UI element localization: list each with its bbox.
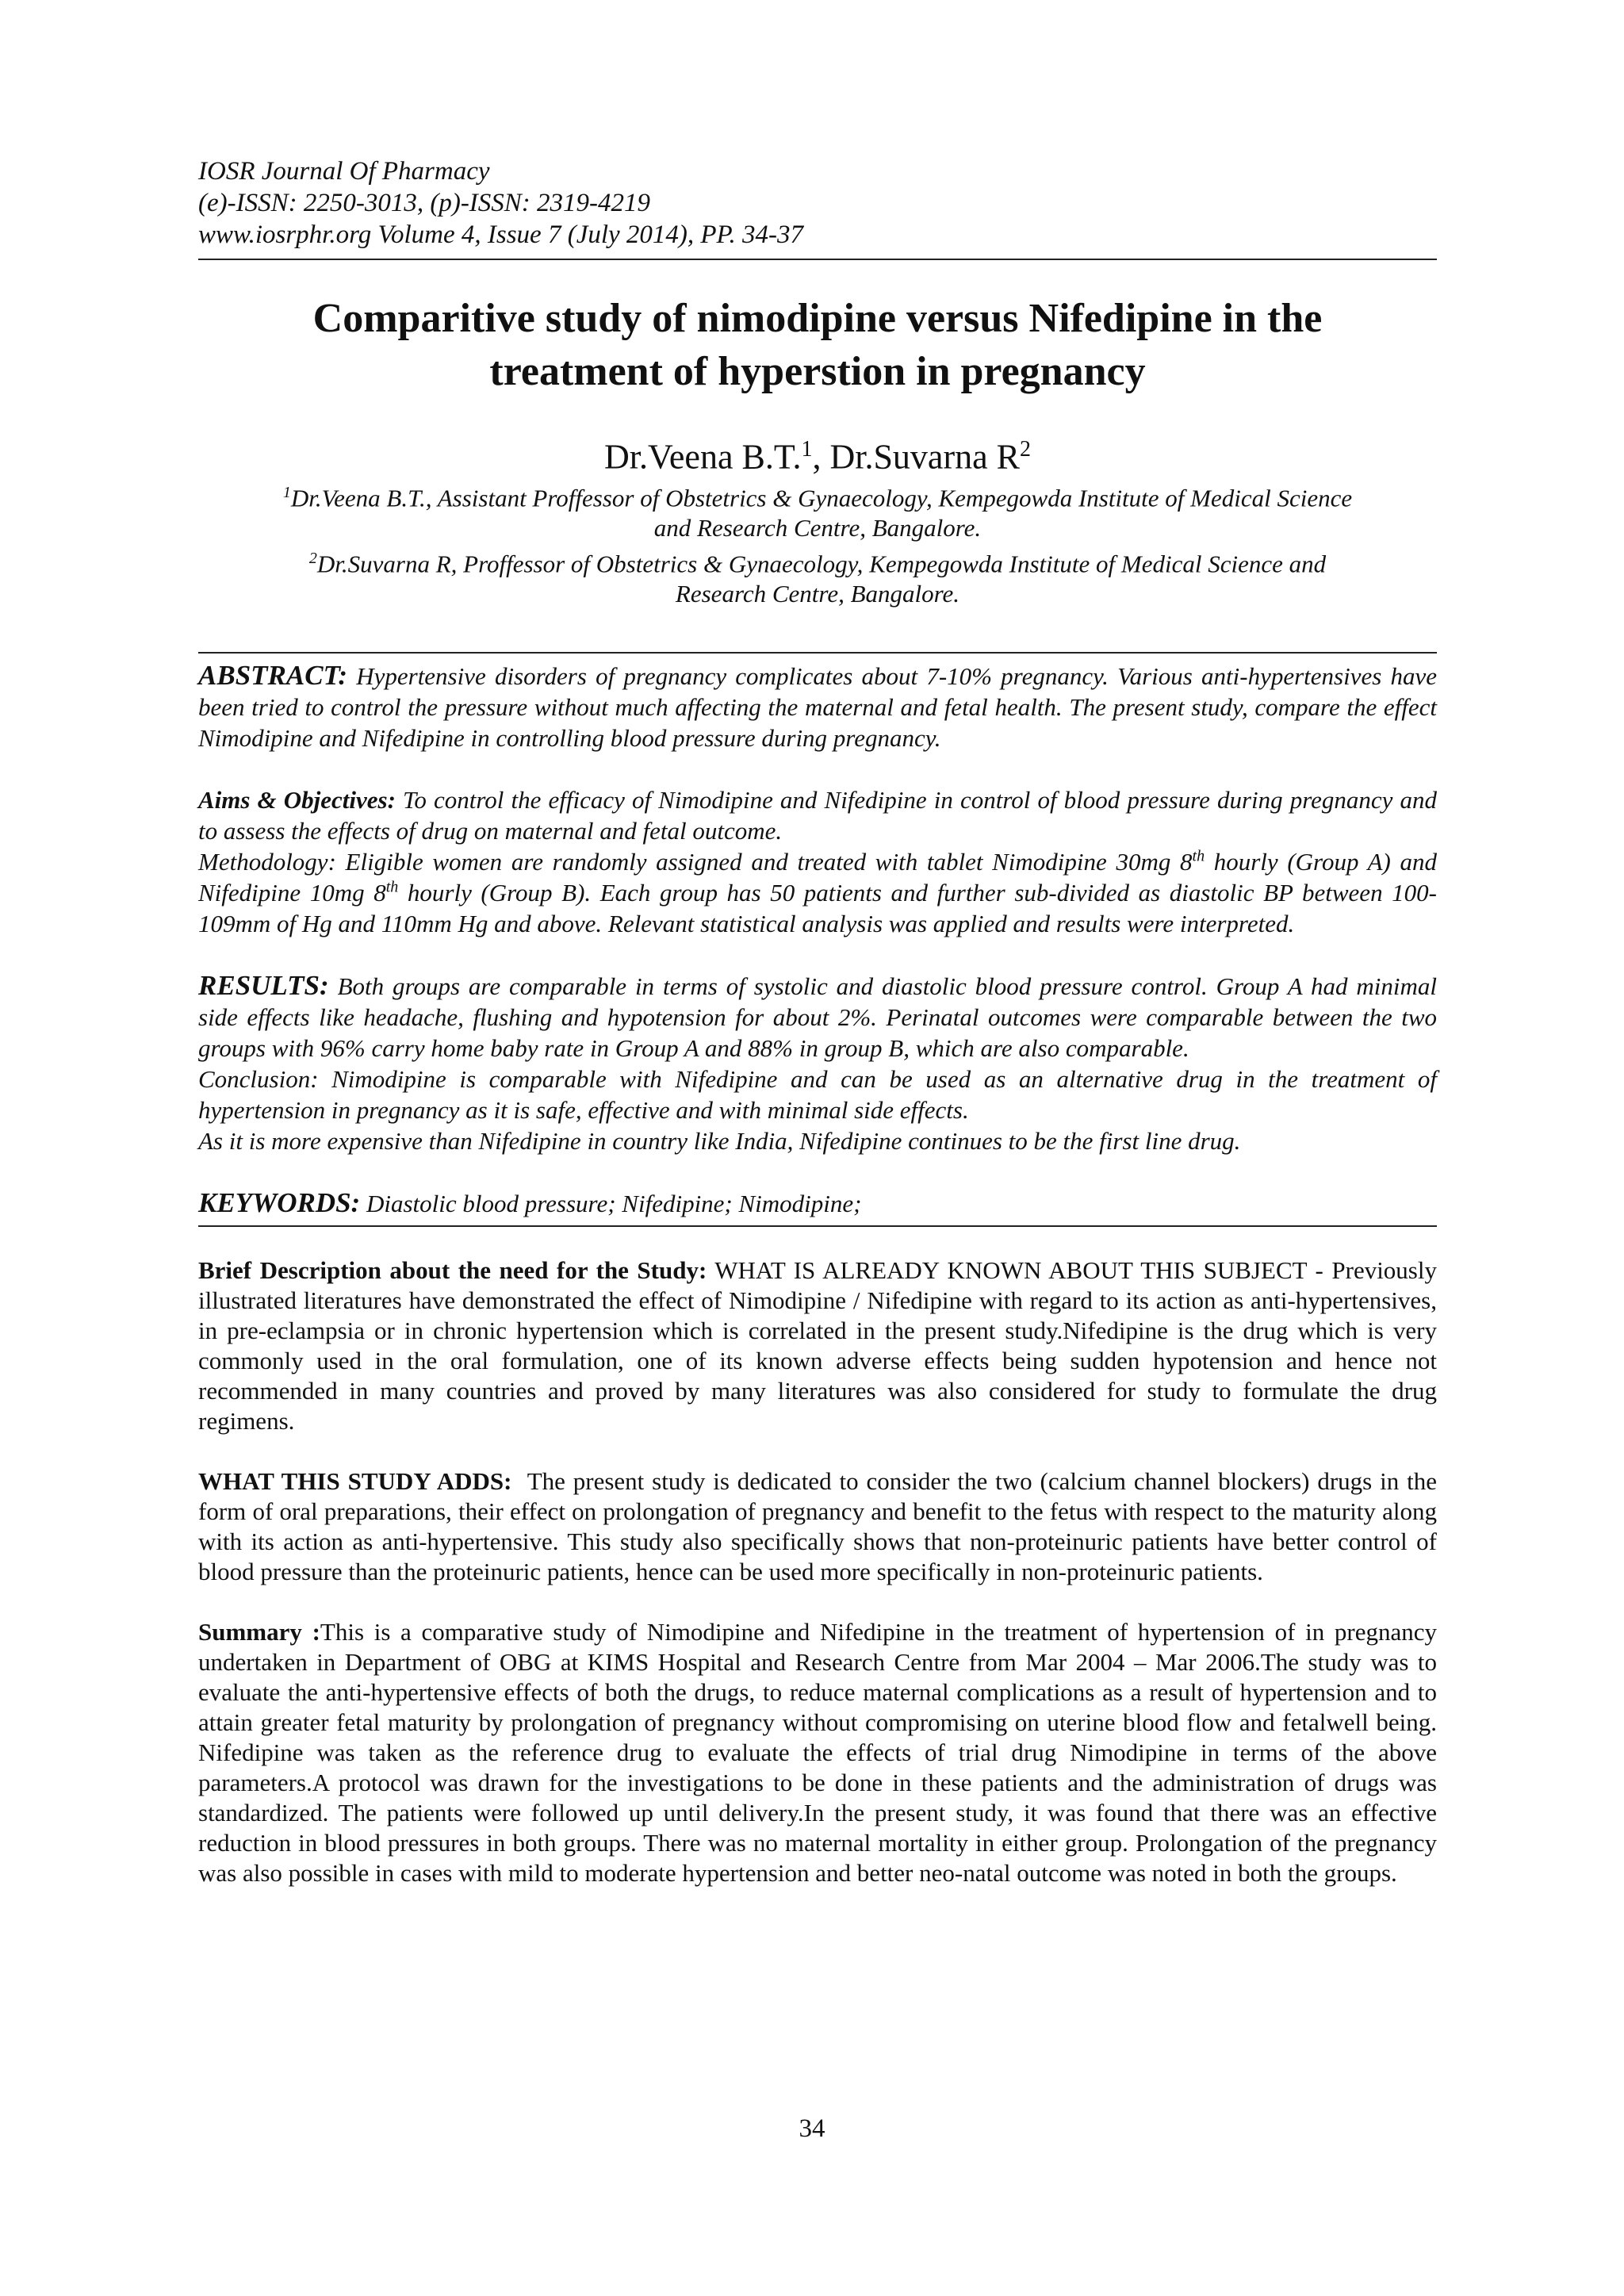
results-text: Both groups are comparable in terms of systolic and diastolic blood pressure control. Group A had minimal side effects like headache, flushing and hypotension for about 2%. Perinatal outcomes were comparable between the two groups with 96% carry home baby rate in Group A and 88% in group B, which are also comparable.: [198, 972, 1438, 1063]
expense-paragraph: As it is more expensive than Nifedipine in country like India, Nifedipine continues to be the first line drug.: [198, 1127, 1241, 1156]
results-label: RESULTS:: [198, 970, 329, 1002]
author-2-name: Dr.Suvarna R: [829, 437, 1020, 477]
author-line: [198, 430, 1437, 477]
methodology-sup-2: th: [385, 878, 399, 896]
author-2-sup: 2: [1019, 437, 1031, 462]
affiliation-1: [198, 477, 1437, 543]
results-paragraph: [198, 970, 1437, 1064]
summary-label: Summary :: [198, 1618, 320, 1646]
author-separator: ,: [812, 437, 830, 477]
paper-page: [198, 155, 1437, 1888]
methodology-part-2: hourly (Group A) and Nifedipine 10mg 8: [198, 848, 1437, 907]
affiliation-1-text: Dr.Veena B.T., Assistant Proffessor of Obstetrics & Gynaecology, Kempegowda Institute of Medical Science and Research Centre, Bangalore.: [290, 483, 1353, 542]
author-1-sup: 1: [801, 437, 813, 462]
aims-label: Aims & Objectives:: [198, 786, 396, 815]
abstract-text: Hypertensive disorders of pregnancy complicates about 7-10% pregnancy. Various anti-hypertensives have been tried to control the pressure without much affecting the maternal and fetal health. The present study, compare the effect Nimodipine and Nifedipine in controlling blood pressure during pregnancy.: [198, 662, 1438, 753]
methodology-sup-1: th: [1192, 847, 1205, 865]
methodology-part-3: hourly (Group B). Each group has 50 patients and further sub-divided as diastolic BP between 100-109mm of Hg and 110mm Hg and above. Relevant statistical analysis was applied and results were interpreted.: [198, 879, 1437, 938]
summary-paragraph: [198, 1617, 1437, 1888]
abstract-top-rule: [198, 652, 1437, 654]
conclusion-paragraph: Conclusion: Nimodipine is comparable with Nifedipine and can be used as an alternative drug in the treatment of hypertension in pregnancy as it is safe, effective and with minimal side effects.: [198, 1065, 1437, 1125]
study-adds-paragraph: [198, 1466, 1437, 1587]
study-adds-text: The present study is dedicated to consider the two (calcium channel blockers) drugs in the form of oral preparations, their effect on prolongation of pregnancy and benefit to the fetus with respect to the maturity along with its action as anti-hypertensive. This study also specifically shows that non-proteinuric patients have better control of blood pressure than the proteinuric patients, hence can be used more specifically in non-proteinuric patients.: [198, 1467, 1437, 1586]
methodology-paragraph: [198, 846, 1437, 939]
keywords-label: KEYWORDS:: [198, 1187, 361, 1219]
abstract-bottom-rule: [198, 1225, 1437, 1227]
page-number: 34: [799, 2114, 825, 2143]
journal-header: [198, 155, 1437, 251]
author-1-name: Dr.Veena B.T.: [604, 437, 802, 477]
summary-text: This is a comparative study of Nimodipine and Nifedipine in the treatment of hypertension of in pregnancy undertaken in Department of OBG at KIMS Hospital and Research Centre from Mar 2004 – Mar 2006.The study was to evaluate the anti-hypertensive effects of both the drugs, to reduce maternal complications as a result of hypertension and to attain greater fetal maturity by prolongation of pregnancy without compromising on uterine blood flow and fetalwell being. Nifedipine was taken as the reference drug to evaluate the effects of trial drug Nimodipine in terms of the above parameters.A protocol was drawn for the investigations to be done in these patients and the administration of drugs was standardized. The patients were followed up until delivery.In the present study, it was found that there was an effective reduction in blood pressures in both groups. There was no maternal mortality in either group. Prolongation of the pregnancy was also possible in cases with mild to moderate hypertension and better neo-natal outcome was noted in both the groups.: [198, 1618, 1438, 1888]
brief-description-label: Brief Description about the need for the Study:: [198, 1256, 707, 1285]
affiliation-2: [198, 543, 1437, 609]
abstract-label: ABSTRACT:: [198, 660, 348, 692]
paper-title: Comparitive study of nimodipine versus Nifedipine in the treatment of hyperstion in pregnancy: [312, 296, 1323, 394]
affiliation-2-sup: 2: [308, 549, 317, 567]
brief-description-paragraph: [198, 1255, 1437, 1436]
header-rule: [198, 259, 1437, 260]
journal-name: IOSR Journal Of Pharmacy: [198, 157, 490, 186]
aims-paragraph: [198, 784, 1437, 846]
affiliation-1-sup: 1: [282, 483, 291, 501]
study-adds-label: WHAT THIS STUDY ADDS:: [198, 1467, 512, 1496]
keywords-text: Diastolic blood pressure; Nifedipine; Nimodipine;: [366, 1190, 862, 1218]
keywords-paragraph: [198, 1187, 1437, 1219]
affiliation-2-text: Dr.Suvarna R, Proffessor of Obstetrics & Gynaecology, Kempegowda Institute of Medical Science and Research Centre, Bangalore.: [316, 550, 1327, 608]
brief-description-text: WHAT IS ALREADY KNOWN ABOUT THIS SUBJECT - Previously illustrated literatures have demonstrated the effect of Nimodipine / Nifedipine with regard to its action as anti-hypertensives, in pre-eclampsia or in chronic hypertension which is correlated in the present study.Nifedipine is the drug which is very commonly used in the oral formulation, one of its known adverse effects being sudden hypotension and hence not recommended in many countries and proved by many literatures was also considered for study to formulate the drug regimens.: [198, 1256, 1437, 1435]
methodology-part-1: Methodology: Eligible women are randomly assigned and treated with tablet Nimodipine 30mg 8: [198, 848, 1193, 876]
journal-volume: www.iosrphr.org Volume 4, Issue 7 (July 2014), PP. 34-37: [198, 220, 803, 249]
journal-issn: (e)-ISSN: 2250-3013, (p)-ISSN: 2319-4219: [198, 189, 651, 217]
aims-text: To control the efficacy of Nimodipine and Nifedipine in control of blood pressure during pregnancy and to assess the effects of drug on maternal and fetal outcome.: [198, 786, 1438, 845]
abstract-paragraph: [198, 660, 1437, 753]
